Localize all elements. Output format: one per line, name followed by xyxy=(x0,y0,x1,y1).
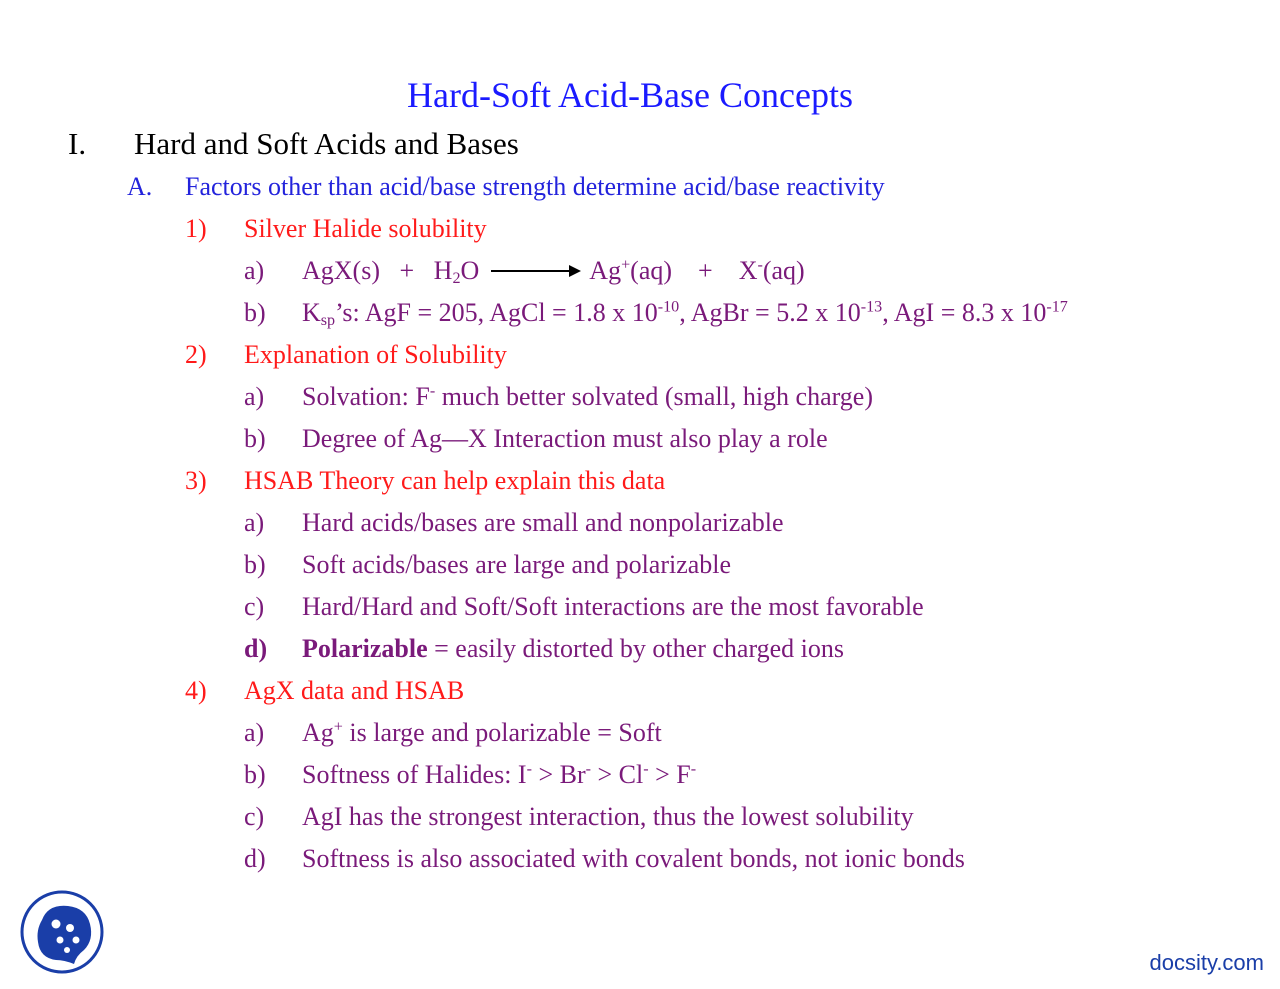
item-label: d) xyxy=(244,844,266,873)
item-label: d) xyxy=(244,634,268,663)
item-label: a) xyxy=(244,256,265,285)
item-text: Polarizable = easily distorted by other charged ions xyxy=(302,634,845,663)
product-silver-ion: Ag+(aq) xyxy=(589,256,673,285)
item-label: c) xyxy=(244,592,265,621)
item-text: Softness of Halides: I- > Br- > Cl- > F- xyxy=(302,760,697,789)
point-label: 4) xyxy=(185,676,207,705)
page-title: Hard-Soft Acid-Base Concepts xyxy=(407,75,853,115)
plus-sign: + xyxy=(698,256,713,285)
item-text: Degree of Ag—X Interaction must also play a role xyxy=(302,424,828,453)
section-number: I. xyxy=(68,126,87,161)
item-label: a) xyxy=(244,382,265,411)
ksp-values: $K_{sp}’s$: AgF = 205, AgCl = 1.8 x $10^{-10}$, AgBr = 5.2 x $10^{-13}$, AgI = 8.3 x $10^{-17}$ xyxy=(302,298,1068,330)
docsity-link[interactable]: docsity.com xyxy=(1149,950,1264,975)
point-heading: Silver Halide solubility xyxy=(244,214,487,243)
item-label: b) xyxy=(244,550,266,579)
item-text: Solvation: F- much better solvated (small, high charge) xyxy=(302,382,874,411)
item-text: Softness is also associated with covalent bonds, not ionic bonds xyxy=(302,844,965,873)
item-label: b) xyxy=(244,298,266,327)
subsection-text: Factors other than acid/base strength determine acid/base reactivity xyxy=(185,172,885,201)
term-polarizable: Polarizable xyxy=(302,634,428,663)
item-label: c) xyxy=(244,802,265,831)
reactant-water: $H_2O$ xyxy=(433,256,480,288)
reactant-agx: AgX(s) xyxy=(302,256,380,285)
point-heading: AgX data and HSAB xyxy=(244,676,465,705)
point-heading: Explanation of Solubility xyxy=(244,340,507,369)
item-text: Ag+ is large and polarizable = Soft xyxy=(302,718,662,747)
point-label: 3) xyxy=(185,466,207,495)
plus-sign: + xyxy=(399,256,415,285)
point-label: 2) xyxy=(185,340,207,369)
item-label: a) xyxy=(244,718,265,747)
point-heading: HSAB Theory can help explain this data xyxy=(244,466,666,495)
item-text: Hard/Hard and Soft/Soft interactions are the most favorable xyxy=(302,592,924,621)
item-label: b) xyxy=(244,424,266,453)
reaction-equation xyxy=(302,256,805,286)
item-label: a) xyxy=(244,508,265,537)
item-text: Soft acids/bases are large and polarizable xyxy=(302,550,732,579)
section-heading: Hard and Soft Acids and Bases xyxy=(134,126,519,161)
subsection-label: A. xyxy=(127,172,153,201)
item-text: Hard acids/bases are small and nonpolarizable xyxy=(302,508,784,537)
point-label: 1) xyxy=(185,214,207,243)
docsity-logo-icon xyxy=(20,890,104,974)
item-label: b) xyxy=(244,760,266,789)
item-text: AgI has the strongest interaction, thus the lowest solubility xyxy=(302,802,914,831)
reaction-arrow-icon xyxy=(491,270,579,272)
product-halide-ion: X-(aq) xyxy=(738,256,805,285)
